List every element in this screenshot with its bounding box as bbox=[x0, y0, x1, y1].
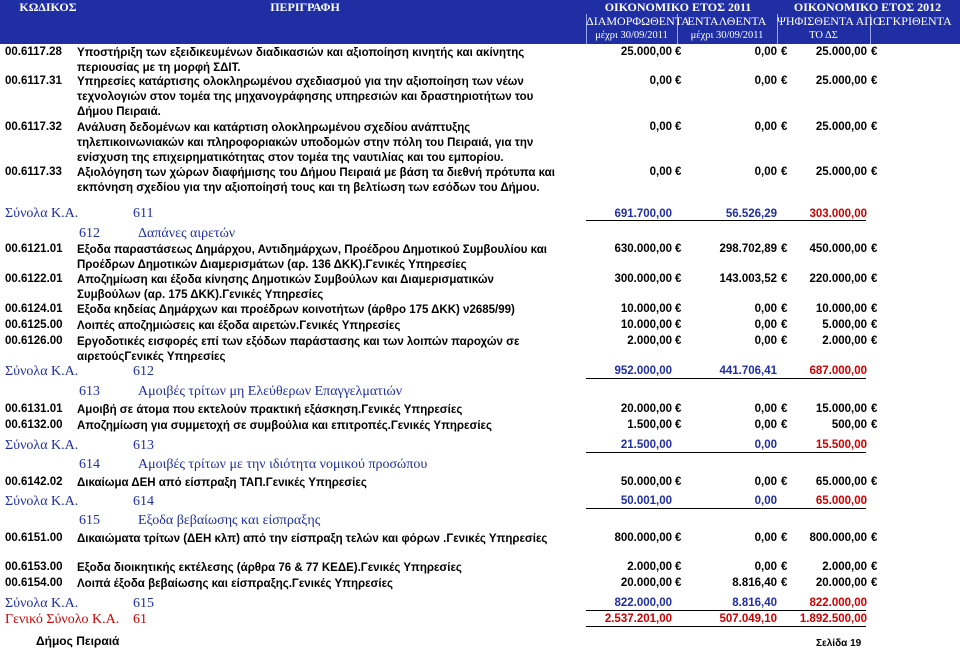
total-voted: 15.500,00 bbox=[815, 439, 867, 451]
euro-sign: € bbox=[781, 121, 788, 133]
total-ordered: 8.816,40 bbox=[732, 597, 777, 609]
euro-sign: € bbox=[871, 577, 878, 589]
row-code: 00.6117.32 bbox=[5, 121, 62, 133]
row-shaped: 0,00 bbox=[649, 75, 672, 87]
row-ordered: 0,00 bbox=[754, 303, 777, 315]
header-fy2011: ΟΙΚΟΝΟΜΙΚΟ ΕΤΟΣ 2011 bbox=[604, 0, 752, 14]
row-voted: 25.000,00 bbox=[815, 166, 867, 178]
section-code: 615 bbox=[79, 513, 100, 528]
row-code: 00.6126.00 bbox=[5, 335, 63, 347]
header-col-ordered: ΕΝΤΑΛΘΕΝΤΑ bbox=[687, 14, 767, 28]
euro-sign: € bbox=[871, 532, 878, 544]
row-voted: 15.000,00 bbox=[815, 403, 867, 415]
euro-sign: € bbox=[781, 476, 788, 488]
footer-page-number: Σελίδα 19 bbox=[816, 638, 862, 649]
row-ordered: 0,00 bbox=[754, 46, 777, 58]
euro-sign: € bbox=[871, 319, 878, 331]
row-shaped: 630.000,00 bbox=[614, 243, 672, 255]
total-ordered: 56.526,29 bbox=[725, 208, 777, 220]
euro-sign: € bbox=[871, 561, 878, 573]
total-shaped: 21.500,00 bbox=[620, 439, 672, 451]
euro-sign: € bbox=[781, 166, 788, 178]
row-ordered: 0,00 bbox=[754, 419, 777, 431]
euro-sign: € bbox=[781, 243, 788, 255]
row-voted: 2.000,00 bbox=[822, 335, 867, 347]
row-code: 00.6117.31 bbox=[5, 75, 62, 87]
total-voted: 65.000,00 bbox=[815, 495, 867, 507]
euro-sign: € bbox=[675, 166, 682, 178]
row-description: Εξοδα κηδείας Δημάρχων και προέδρων κοινοτήτων (άρθρο 175 ΔΚΚ) ν2685/99) bbox=[77, 304, 515, 316]
section-title: Αμοιβές τρίτων με την ιδιότητα νομικού προσώπου bbox=[138, 457, 428, 472]
row-shaped: 2.000,00 bbox=[627, 561, 672, 573]
total-voted: 822.000,00 bbox=[809, 597, 867, 609]
row-voted: 500,00 bbox=[831, 419, 867, 431]
total-label: Σύνολα Κ.Α. bbox=[5, 364, 79, 379]
header-description: ΠΕΡΙΓΡΑΦΗ bbox=[270, 0, 340, 14]
row-ordered: 143.003,52 bbox=[719, 273, 777, 285]
section-title: Δαπάνες αιρετών bbox=[138, 226, 236, 241]
row-ordered: 0,00 bbox=[754, 476, 777, 488]
row-description: Αποζημίωση και έξοδα κίνησης Δημοτικών Συμβούλων και Διαμερισματικών Συμβούλων (αρ. 175 ΔΚΚ).Γενικές Υπηρεσίες bbox=[77, 274, 494, 301]
total-label: Σύνολα Κ.Α. bbox=[5, 596, 79, 611]
row-shaped: 25.000,00 bbox=[620, 46, 672, 58]
row-shaped: 50.000,00 bbox=[620, 476, 672, 488]
euro-sign: € bbox=[781, 335, 788, 347]
row-code: 00.6124.01 bbox=[5, 303, 63, 315]
row-ordered: 0,00 bbox=[754, 319, 777, 331]
euro-sign: € bbox=[871, 403, 878, 415]
row-description: Ανάλυση δεδομένων και κατάρτιση ολοκληρωμένου σχεδίου ανάπτυξης τηλεπικοινωνιακών και πληροφοριακών υποδομών στην πόλη του Πειραιά, για την ενίσχυση της επιχειρηματικότητας στον τομέα της ναυτιλίας και του εμπορίου. bbox=[77, 122, 534, 164]
total-shaped: 952.000,00 bbox=[614, 365, 672, 377]
euro-sign: € bbox=[871, 121, 878, 133]
row-code: 00.6151.00 bbox=[5, 532, 63, 544]
euro-sign: € bbox=[781, 403, 788, 415]
section-code: 613 bbox=[79, 384, 100, 399]
euro-sign: € bbox=[871, 46, 878, 58]
row-voted: 800.000,00 bbox=[809, 532, 867, 544]
euro-sign: € bbox=[675, 121, 682, 133]
euro-sign: € bbox=[675, 273, 682, 285]
row-ordered: 0,00 bbox=[754, 561, 777, 573]
section-code: 612 bbox=[79, 226, 100, 241]
row-voted: 10.000,00 bbox=[815, 303, 867, 315]
section-code: 614 bbox=[79, 457, 100, 472]
header-col-voted-sub: ΤΟ ΔΣ bbox=[809, 30, 838, 41]
euro-sign: € bbox=[871, 335, 878, 347]
euro-sign: € bbox=[781, 561, 788, 573]
euro-sign: € bbox=[871, 419, 878, 431]
row-ordered: 0,00 bbox=[754, 166, 777, 178]
row-ordered: 0,00 bbox=[754, 335, 777, 347]
row-ordered: 0,00 bbox=[754, 75, 777, 87]
row-description: Δικαιώματα τρίτων (ΔΕΗ κλπ) από την είσπραξη τελών και φόρων .Γενικές Υπηρεσίες bbox=[77, 533, 548, 545]
row-description: Εξοδα παραστάσεως Δημάρχου, Αντιδημάρχων, Προέδρου Δημοτικού Συμβουλίου και Προέδρων Δημοτικών Διαμερισμάτων (αρ. 136 ΔΚΚ).Γενικές Υπηρεσίες bbox=[77, 244, 547, 271]
euro-sign: € bbox=[675, 476, 682, 488]
total-code: 611 bbox=[133, 206, 154, 221]
header-col-shaped-sub: μέχρι 30/09/2011 bbox=[595, 30, 668, 41]
total-code: 613 bbox=[133, 438, 154, 453]
header-code: ΚΩΔΙΚΟΣ bbox=[19, 0, 77, 14]
total-voted: 303.000,00 bbox=[809, 208, 867, 220]
section-title: Αμοιβές τρίτων μη Ελεύθερων Επαγγελματιών bbox=[138, 384, 403, 399]
euro-sign: € bbox=[781, 303, 788, 315]
grand-total-label: Γενικό Σύνολο Κ.Α. bbox=[5, 612, 120, 627]
euro-sign: € bbox=[675, 532, 682, 544]
row-voted: 220.000,00 bbox=[809, 273, 867, 285]
row-description: Εξοδα διοικητικής εκτέλεσης (άρθρα 76 & 77 ΚΕΔΕ).Γενικές Υπηρεσίες bbox=[77, 562, 462, 574]
euro-sign: € bbox=[871, 166, 878, 178]
row-description: Αποζημίωση για συμμετοχή σε συμβούλια και επιτροπές.Γενικές Υπηρεσίες bbox=[77, 420, 492, 432]
total-label: Σύνολα Κ.Α. bbox=[5, 206, 79, 221]
row-shaped: 300.000,00 bbox=[614, 273, 672, 285]
row-voted: 2.000,00 bbox=[822, 561, 867, 573]
euro-sign: € bbox=[675, 403, 682, 415]
grand-total-shaped: 2.537.201,00 bbox=[604, 613, 672, 625]
row-code: 00.6132.00 bbox=[5, 419, 63, 431]
header-col-approved: ΕΓΚΡΙΘΕΝΤΑ bbox=[878, 14, 952, 28]
euro-sign: € bbox=[675, 46, 682, 58]
row-voted: 20.000,00 bbox=[815, 577, 867, 589]
row-voted: 25.000,00 bbox=[815, 46, 867, 58]
row-description: Λοιπά έξοδα βεβαίωσης και είσπραξης.Γενικές Υπηρεσίες bbox=[77, 578, 394, 590]
row-code: 00.6142.02 bbox=[5, 476, 63, 488]
euro-sign: € bbox=[781, 46, 788, 58]
grand-total-ordered: 507.049,10 bbox=[719, 613, 777, 625]
row-voted: 25.000,00 bbox=[815, 121, 867, 133]
row-ordered: 0,00 bbox=[754, 403, 777, 415]
section-title: Εξοδα βεβαίωσης και είσπραξης bbox=[138, 513, 321, 528]
row-voted: 25.000,00 bbox=[815, 75, 867, 87]
total-voted: 687.000,00 bbox=[809, 365, 867, 377]
euro-sign: € bbox=[871, 75, 878, 87]
row-code: 00.6121.01 bbox=[5, 243, 63, 255]
header-col-shaped: ΔΙΑΜΟΡΦΩΘΕΝΤΑ bbox=[586, 14, 690, 28]
row-code: 00.6154.00 bbox=[5, 577, 63, 589]
euro-sign: € bbox=[675, 577, 682, 589]
euro-sign: € bbox=[675, 419, 682, 431]
euro-sign: € bbox=[781, 532, 788, 544]
row-shaped: 0,00 bbox=[649, 121, 672, 133]
total-shaped: 691.700,00 bbox=[614, 208, 672, 220]
euro-sign: € bbox=[871, 243, 878, 255]
total-ordered: 0,00 bbox=[754, 495, 777, 507]
row-shaped: 2.000,00 bbox=[627, 335, 672, 347]
header-col-ordered-sub: μέχρι 30/09/2011 bbox=[690, 30, 764, 41]
row-shaped: 20.000,00 bbox=[620, 577, 672, 589]
euro-sign: € bbox=[781, 419, 788, 431]
total-ordered: 441.706,41 bbox=[719, 365, 777, 377]
row-code: 00.6122.01 bbox=[5, 273, 63, 285]
total-label: Σύνολα Κ.Α. bbox=[5, 494, 79, 509]
euro-sign: € bbox=[781, 75, 788, 87]
row-code: 00.6125.00 bbox=[5, 319, 63, 331]
total-ordered: 0,00 bbox=[754, 439, 777, 451]
row-description: Υποστήριξη των εξειδικευμένων διαδικασιών και αξιοποίηση κινητής και ακίνητης περιουσίας με τη μορφή ΣΔΙΤ. bbox=[77, 47, 525, 74]
row-code: 00.6131.01 bbox=[5, 403, 63, 415]
euro-sign: € bbox=[675, 75, 682, 87]
row-shaped: 0,00 bbox=[649, 166, 672, 178]
euro-sign: € bbox=[871, 476, 878, 488]
grand-total-voted: 1.892.500,00 bbox=[799, 613, 867, 625]
row-description: Υπηρεσίες κατάρτισης ολοκληρωμένου σχεδιασμού για την αξιοποίηση των νέων τεχνολογιών στον τομέα της μηχανογράφησης υπηρεσιών και δραστηριοτήτων του Δήμου Πειραιά. bbox=[77, 76, 534, 118]
row-shaped: 20.000,00 bbox=[620, 403, 672, 415]
row-description: Αξιολόγηση των χώρων διαφήμισης του Δήμου Πειραιά με βάση τα διεθνή πρότυπα και εκπόνηση σχεδίου για την αξιοποίησή τους και τη βελτίωση των εσόδων του Δήμου. bbox=[77, 167, 555, 194]
total-shaped: 50.001,00 bbox=[620, 495, 672, 507]
row-ordered: 8.816,40 bbox=[732, 577, 777, 589]
row-shaped: 10.000,00 bbox=[620, 319, 672, 331]
euro-sign: € bbox=[675, 319, 682, 331]
footer-municipality: Δήμος Πειραιά bbox=[36, 634, 120, 648]
euro-sign: € bbox=[675, 303, 682, 315]
header-col-voted: ΨΗΦΙΣΘΕΝΤΑ ΑΠΟ bbox=[777, 14, 882, 28]
table-header bbox=[0, 0, 960, 44]
row-voted: 450.000,00 bbox=[809, 243, 867, 255]
euro-sign: € bbox=[781, 577, 788, 589]
row-description: Λοιπές αποζημιώσεις και έξοδα αιρετών.Γενικές Υπηρεσίες bbox=[77, 320, 401, 332]
euro-sign: € bbox=[675, 561, 682, 573]
row-voted: 65.000,00 bbox=[815, 476, 867, 488]
euro-sign: € bbox=[871, 303, 878, 315]
row-shaped: 800.000,00 bbox=[614, 532, 672, 544]
row-code: 00.6117.33 bbox=[5, 166, 62, 178]
row-description: Εργοδοτικές εισφορές επί των εξόδων παράστασης και των λοιπών παροχών σε αιρετούςΓενικές Υπηρεσίες bbox=[77, 336, 520, 363]
row-code: 00.6153.00 bbox=[5, 561, 63, 573]
euro-sign: € bbox=[675, 335, 682, 347]
row-ordered: 298.702,89 bbox=[719, 243, 777, 255]
row-ordered: 0,00 bbox=[754, 121, 777, 133]
row-voted: 5.000,00 bbox=[822, 319, 867, 331]
euro-sign: € bbox=[675, 243, 682, 255]
total-code: 612 bbox=[133, 364, 154, 379]
total-shaped: 822.000,00 bbox=[614, 597, 672, 609]
row-code: 00.6117.28 bbox=[5, 46, 62, 58]
row-shaped: 10.000,00 bbox=[620, 303, 672, 315]
header-fy2012: ΟΙΚΟΝΟΜΙΚΟ ΕΤΟΣ 2012 bbox=[793, 0, 942, 14]
grand-total-code: 61 bbox=[133, 612, 147, 627]
row-shaped: 1.500,00 bbox=[627, 419, 672, 431]
euro-sign: € bbox=[871, 273, 878, 285]
total-label: Σύνολα Κ.Α. bbox=[5, 438, 79, 453]
euro-sign: € bbox=[781, 273, 788, 285]
row-description: Δικαίωμα ΔΕΗ από είσπραξη ΤΑΠ.Γενικές Υπηρεσίες bbox=[77, 477, 367, 489]
row-ordered: 0,00 bbox=[754, 532, 777, 544]
euro-sign: € bbox=[781, 319, 788, 331]
row-description: Αμοιβή σε άτομα που εκτελούν πρακτική εξάσκηση.Γενικές Υπηρεσίες bbox=[77, 404, 463, 416]
total-code: 614 bbox=[133, 494, 154, 509]
total-code: 615 bbox=[133, 596, 154, 611]
